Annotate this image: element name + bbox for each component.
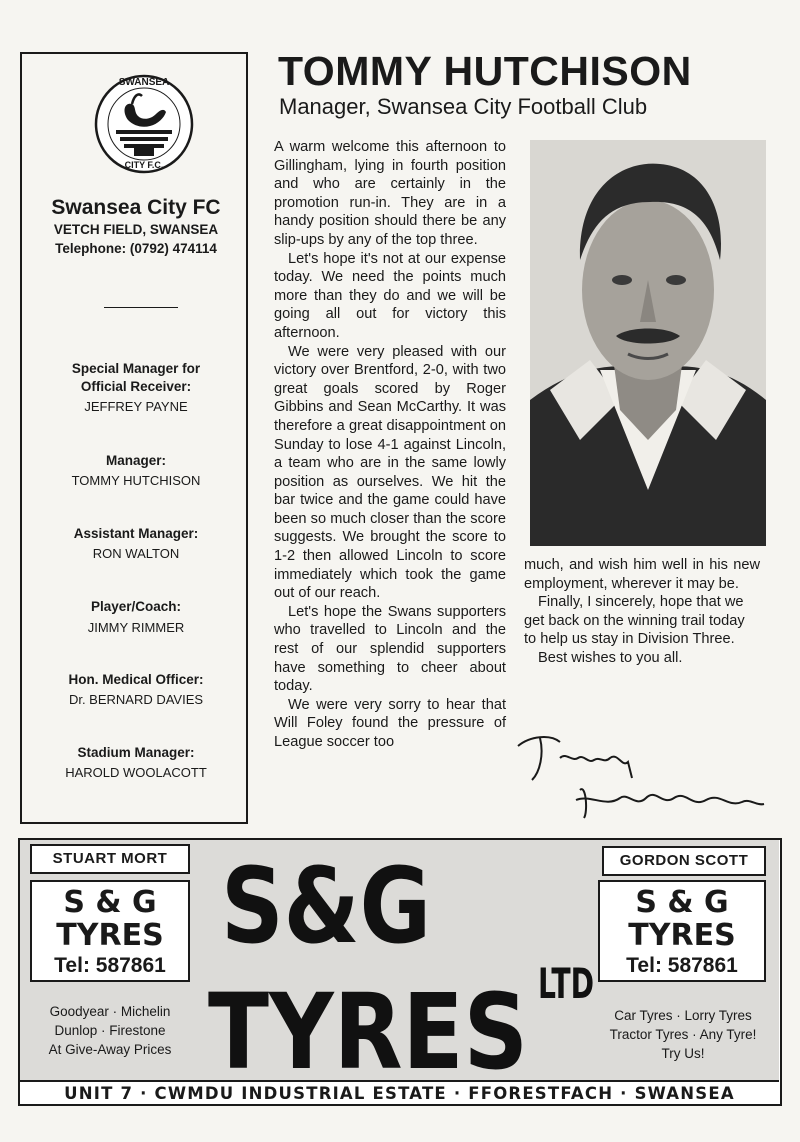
crest-top-text: SWANSEA <box>118 77 170 88</box>
swansea-city-crest-logo <box>94 62 194 192</box>
staff-role: Official Receiver: <box>80 379 192 394</box>
sg-tyres-advert <box>18 838 782 1106</box>
club-telephone: Telephone: (0792) 474114 <box>55 241 217 256</box>
sg-tyres-logo <box>196 840 598 1078</box>
box-line-2: TYRES <box>628 918 736 953</box>
logo-line-1: S&G <box>221 845 431 967</box>
right-tyres-box <box>598 880 766 982</box>
staff-name: TOMMY HUTCHISON <box>71 473 201 488</box>
article-subheading: Manager, Swansea City Football Club <box>279 94 648 119</box>
logo-line-2: TYRES <box>208 971 528 1078</box>
list-item: Try Us! <box>661 1046 705 1061</box>
staff-name: HAROLD WOOLACOTT <box>65 765 207 780</box>
club-address: VETCH FIELD, SWANSEA <box>53 222 219 237</box>
staff-role: Stadium Manager: <box>77 745 195 760</box>
manager-signature <box>510 728 770 820</box>
staff-name: RON WALTON <box>92 546 180 561</box>
list-item: Tractor Tyres · Any Tyre! <box>609 1027 757 1042</box>
paragraph: Let's hope the Swans supporters who travelled to Lincoln and the rest of our splendid supporters have something to cheer about today. <box>274 603 506 695</box>
paragraph: A warm welcome this afternoon to Gillingham, lying in fourth position and who are certainly in the promotion run-in. They are in a handy position should there be any slip-ups by any of the top three. <box>274 139 506 248</box>
paragraph: Let's hope it's not at our expense today. We need the points much more than they do and we will be going all out for victory this afternoon. <box>274 250 506 341</box>
left-brand-list <box>30 1002 190 1059</box>
article-headline: TOMMY HUTCHISON <box>278 48 692 94</box>
box-line-1: S & G <box>635 885 729 920</box>
club-name: Swansea City FC <box>51 196 221 219</box>
staff-name: Dr. BERNARD DAVIES <box>68 692 204 707</box>
paragraph: We were very pleased with our victory over Brentford, 2-0, with two great goals scored by Roger Gibbins and Sean McCarthy. It was therefore a great disappointment on Sunday to lose 4-1 against Lincoln, a team who are in the same lowly position as ourselves. We hit the bar twice and the game could have been so much closer than the score suggests. We brought the score to 1-2 then allowed Lincoln to score immediately which took the game out of our reach. <box>274 343 506 602</box>
right-contact-name: GORDON SCOTT <box>602 846 766 876</box>
article-column-2 <box>524 556 760 668</box>
telephone: Tel: 587861 <box>626 954 738 977</box>
paragraph: Best wishes to you all. <box>538 649 683 666</box>
advert-address-footer: UNIT 7 · CWMDU INDUSTRIAL ESTATE · FFORESTFACH · SWANSEA <box>20 1080 779 1106</box>
staff-role: Hon. Medical Officer: <box>68 672 204 687</box>
paragraph: much, and wish him well in his new employment, wherever it may be. <box>524 557 760 592</box>
box-line-2: TYRES <box>56 918 164 953</box>
paragraph: Finally, I sincerely, hope that we get back on the winning trail today to help us stay in Division Three. <box>524 594 745 648</box>
staff-role: Assistant Manager: <box>73 526 199 541</box>
telephone: Tel: 587861 <box>54 954 166 977</box>
staff-role: Manager: <box>105 453 166 468</box>
staff-name: JEFFREY PAYNE <box>84 399 188 414</box>
manager-photo <box>530 140 766 546</box>
list-item: Car Tyres · Lorry Tyres <box>614 1008 752 1023</box>
paragraph: We were very sorry to hear that Will Foley found the pressure of League soccer too <box>274 696 506 750</box>
divider <box>104 307 178 308</box>
list-item: At Give-Away Prices <box>48 1042 172 1057</box>
staff-name: JIMMY RIMMER <box>87 620 185 635</box>
logo-ltd: LTD <box>538 959 594 1008</box>
left-contact-name: STUART MORT <box>30 844 190 874</box>
club-info-panel <box>20 52 248 824</box>
left-tyres-box <box>30 880 190 982</box>
right-service-list <box>586 1006 780 1063</box>
staff-role: Special Manager for <box>71 361 201 376</box>
staff-role: Player/Coach: <box>90 599 182 614</box>
article-column-1 <box>274 138 506 752</box>
list-item: Dunlop · Firestone <box>54 1023 166 1038</box>
list-item: Goodyear · Michelin <box>49 1004 171 1019</box>
box-line-1: S & G <box>63 885 157 920</box>
crest-bottom-text: CITY F.C. <box>124 160 164 170</box>
